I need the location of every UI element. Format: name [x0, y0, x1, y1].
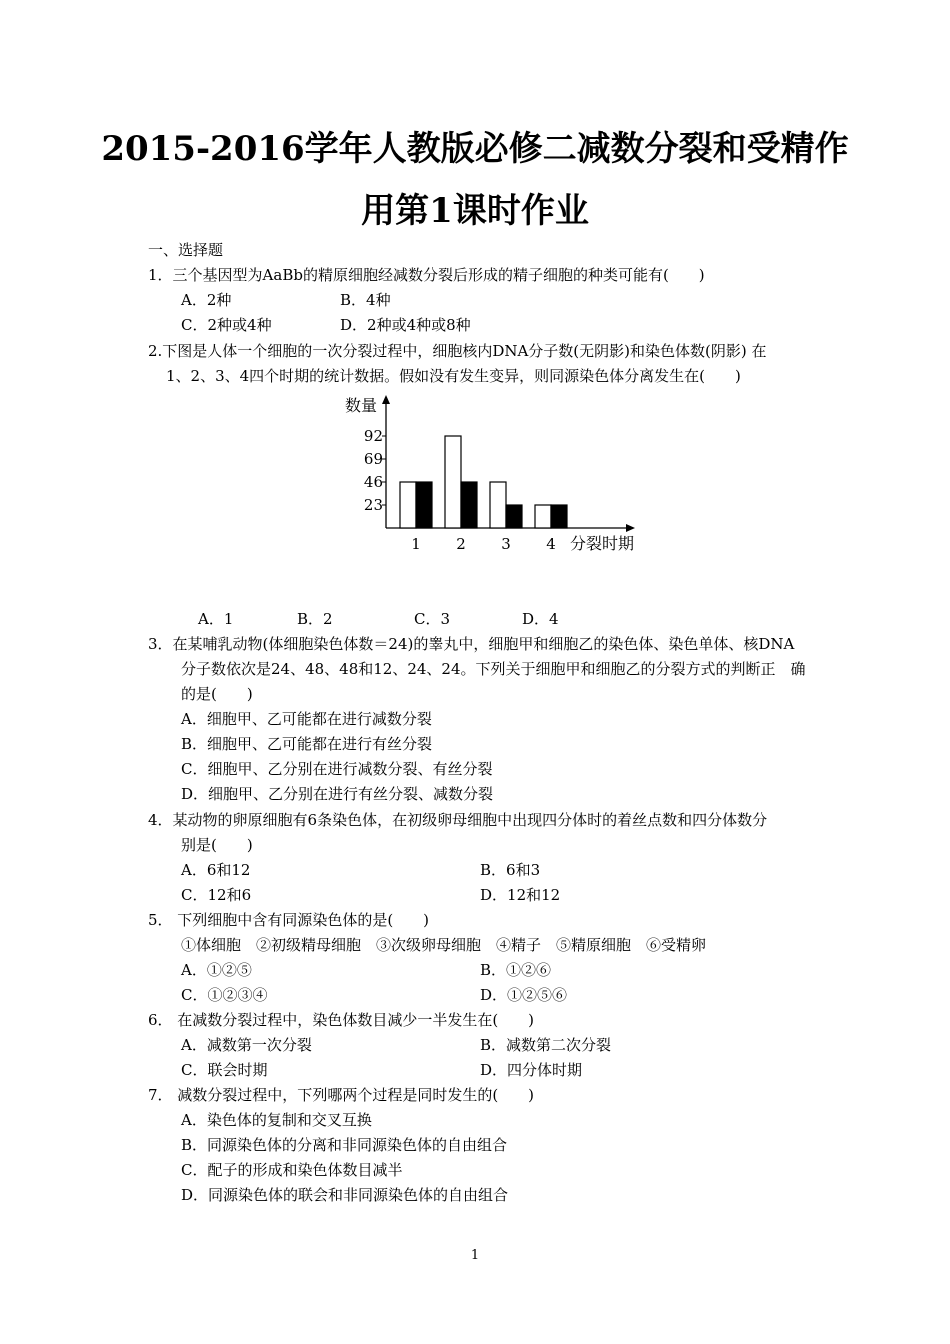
q5-option-b: B．①②⑥ — [480, 961, 552, 979]
q5-option-d: D．①②⑤⑥ — [480, 986, 568, 1004]
chart-labels — [345, 396, 634, 553]
q2-option-d: D．4 — [522, 610, 559, 628]
q2-stem-line-1: 2.下图是人体一个细胞的一次分裂过程中，细胞核内DNA分子数(无阴影)和染色体数(阴影) 在 — [148, 342, 767, 360]
bar-1-series-2 — [416, 482, 432, 528]
y-axis-label: 数量 — [345, 396, 378, 415]
q2-option-b: B．2 — [297, 610, 333, 628]
q4-stem-line-2: 别是( ) — [181, 836, 253, 854]
page-number: 1 — [470, 1248, 480, 1263]
q3-option-b: B．细胞甲、乙可能都在进行有丝分裂 — [181, 735, 433, 753]
q4-option-c: C．12和6 — [181, 886, 252, 904]
x-tick-label-3: 3 — [501, 535, 511, 553]
bar-4-series-1 — [535, 505, 551, 528]
y-axis-arrow — [382, 395, 390, 404]
q3-option-a: A．细胞甲、乙可能都在进行减数分裂 — [181, 710, 432, 728]
q7-stem: 7． 减数分裂过程中，下列哪两个过程是同时发生的( ) — [148, 1086, 535, 1104]
bar-2-series-2 — [461, 482, 477, 528]
x-axis-arrow — [626, 524, 635, 532]
section-heading: 一、选择题 — [148, 241, 224, 259]
q6-stem: 6． 在减数分裂过程中，染色体数目减少一半发生在( ) — [148, 1011, 535, 1029]
q7-option-a: A．染色体的复制和交叉互换 — [181, 1111, 372, 1129]
q4-option-b: B．6和3 — [480, 861, 541, 879]
q2-option-c: C．3 — [414, 610, 451, 628]
bar-3-series-2 — [506, 505, 522, 528]
q6-option-c: C．联会时期 — [181, 1061, 268, 1079]
y-tick-label-69: 69 — [363, 450, 383, 468]
q4-option-d: D．12和12 — [480, 886, 561, 904]
y-tick-label-23: 23 — [363, 496, 383, 514]
q2-option-a: A．1 — [198, 610, 234, 628]
q6-option-a: A．减数第一次分裂 — [181, 1036, 312, 1054]
q5-items: ①体细胞 ②初级精母细胞 ③次级卵母细胞 ④精子 ⑤精原细胞 ⑥受精卵 — [181, 936, 707, 954]
q7-option-c: C．配子的形成和染色体数目减半 — [181, 1161, 403, 1179]
q4-option-a: A．6和12 — [181, 861, 251, 879]
document-title — [60, 118, 890, 242]
chart-bars — [400, 436, 567, 528]
bar-chart — [330, 385, 660, 560]
bar-4-series-2 — [551, 505, 567, 528]
q5-option-a: A．①②⑤ — [181, 961, 252, 979]
q3-option-c: C．细胞甲、乙分别在进行减数分裂、有丝分裂 — [181, 760, 493, 778]
title-line-2: 用第1课时作业 — [361, 191, 589, 231]
q4-stem-line-1: 4．某动物的卵原细胞有6条染色体，在初级卵母细胞中出现四分体时的着丝点数和四分体数分 — [148, 811, 768, 829]
q6-option-d: D．四分体时期 — [480, 1061, 583, 1079]
q2-stem-line-2: 1、2、3、4四个时期的统计数据。假如没有发生变异，则同源染色体分离发生在( ) — [166, 367, 741, 385]
q3-option-d: D．细胞甲、乙分别在进行有丝分裂、减数分裂 — [181, 785, 494, 803]
q5-option-c: C．①②③④ — [181, 986, 268, 1004]
y-tick-label-46: 46 — [363, 473, 383, 491]
q1-option-a: A．2种 — [181, 291, 232, 309]
q5-stem: 5． 下列细胞中含有同源染色体的是( ) — [148, 911, 430, 929]
x-tick-label-1: 1 — [411, 535, 421, 553]
q3-stem-line-1: 3．在某哺乳动物(体细胞染色体数＝24)的睾丸中，细胞甲和细胞乙的染色体、染色单体、核DNA — [148, 635, 795, 653]
q1-option-c: C．2种或4种 — [181, 316, 272, 334]
q7-option-b: B．同源染色体的分离和非同源染色体的自由组合 — [181, 1136, 508, 1154]
x-tick-label-4: 4 — [546, 535, 556, 553]
q3-stem-line-2: 分子数依次是24、48、48和12、24、24。下列关于细胞甲和细胞乙的分裂方式的判断正 确 — [181, 660, 806, 678]
bar-2-series-1 — [445, 436, 461, 528]
q7-option-d: D．同源染色体的联会和非同源染色体的自由组合 — [181, 1186, 509, 1204]
title-line-1: 2015-2016学年人教版必修二减数分裂和受精作 — [101, 129, 849, 169]
q3-stem-line-3: 的是( ) — [181, 685, 253, 703]
x-axis-label: 分裂时期 — [570, 534, 635, 553]
y-tick-label-92: 92 — [363, 427, 383, 445]
bar-3-series-1 — [490, 482, 506, 528]
q1-option-b: B．4种 — [340, 291, 391, 309]
x-tick-label-2: 2 — [456, 535, 466, 553]
q1-option-d: D．2种或4种或8种 — [340, 316, 471, 334]
bar-1-series-1 — [400, 482, 416, 528]
q1-stem: 1．三个基因型为AaBb的精原细胞经减数分裂后形成的精子细胞的种类可能有( ) — [148, 266, 705, 284]
q6-option-b: B．减数第二次分裂 — [480, 1036, 612, 1054]
